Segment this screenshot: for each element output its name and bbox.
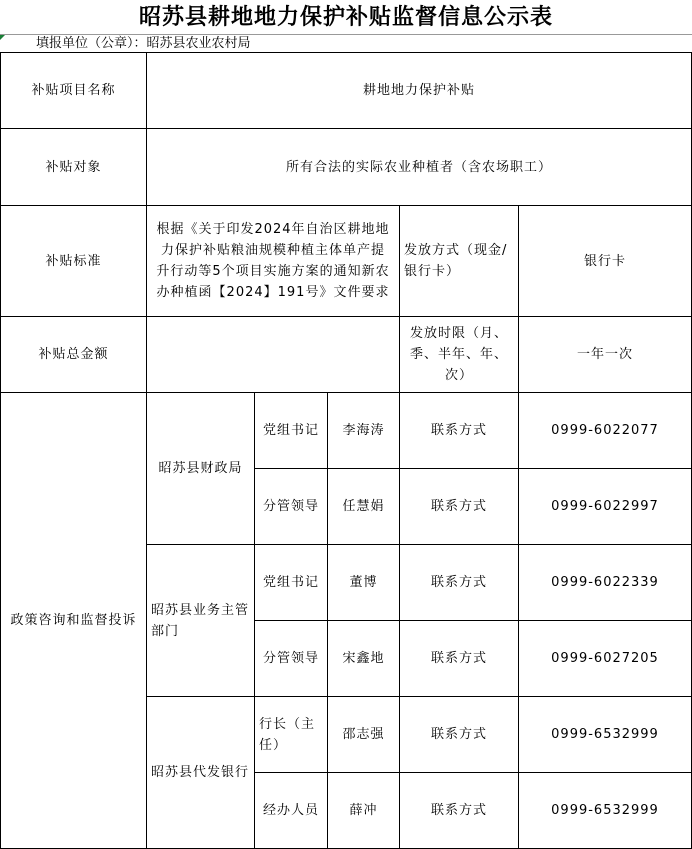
page-title: 昭苏县耕地地力保护补贴监督信息公示表 bbox=[138, 4, 553, 30]
standard-value: 根据《关于印发2024年自治区耕地地力保护补贴粮油规模种植主体单产提升行动等5个项目实施方案的通知新农办种植函【2024】191号》文件要求 bbox=[147, 206, 400, 317]
contact-label: 联系方式 bbox=[400, 697, 519, 773]
total-value bbox=[147, 317, 400, 393]
org-name: 昭苏县业务主管部门 bbox=[147, 545, 255, 697]
subsidy-table bbox=[0, 52, 692, 849]
person-name: 宋鑫地 bbox=[328, 621, 400, 697]
standard-label: 补贴标准 bbox=[1, 206, 147, 317]
role: 党组书记 bbox=[255, 545, 328, 621]
contact-label: 联系方式 bbox=[400, 393, 519, 469]
role: 党组书记 bbox=[255, 393, 328, 469]
role: 经办人员 bbox=[255, 773, 328, 849]
org-name: 昭苏县财政局 bbox=[147, 393, 255, 545]
person-name: 薛冲 bbox=[328, 773, 400, 849]
project-label: 补贴项目名称 bbox=[1, 53, 147, 129]
contact-label: 联系方式 bbox=[400, 545, 519, 621]
project-value: 耕地地力保护补贴 bbox=[147, 53, 692, 129]
target-label: 补贴对象 bbox=[1, 129, 147, 206]
phone-number: 0999-6022077 bbox=[519, 393, 692, 469]
contact-label: 联系方式 bbox=[400, 621, 519, 697]
contact-section-label: 政策咨询和监督投诉 bbox=[1, 393, 147, 849]
person-name: 任慧娟 bbox=[328, 469, 400, 545]
phone-number: 0999-6027205 bbox=[519, 621, 692, 697]
person-name: 李海涛 bbox=[328, 393, 400, 469]
table-row bbox=[1, 317, 692, 393]
period-value: 一年一次 bbox=[519, 317, 692, 393]
org-name: 昭苏县代发银行 bbox=[147, 697, 255, 849]
target-value: 所有合法的实际农业种植者（含农场职工） bbox=[147, 129, 692, 206]
phone-number: 0999-6022339 bbox=[519, 545, 692, 621]
filing-unit: 填报单位（公章）：昭苏县农业农村局 bbox=[36, 36, 251, 51]
cell-corner-marker bbox=[0, 35, 5, 40]
role: 行长（主任） bbox=[255, 697, 328, 773]
role: 分管领导 bbox=[255, 621, 328, 697]
phone-number: 0999-6022997 bbox=[519, 469, 692, 545]
table-row bbox=[1, 393, 692, 469]
person-name: 邵志强 bbox=[328, 697, 400, 773]
method-value: 银行卡 bbox=[519, 206, 692, 317]
table-row bbox=[1, 129, 692, 206]
unit-row bbox=[0, 34, 692, 54]
table-row bbox=[1, 53, 692, 129]
method-label: 发放方式（现金/银行卡） bbox=[400, 206, 519, 317]
total-label: 补贴总金额 bbox=[1, 317, 147, 393]
person-name: 董博 bbox=[328, 545, 400, 621]
contact-label: 联系方式 bbox=[400, 773, 519, 849]
table-row bbox=[1, 206, 692, 317]
phone-number: 0999-6532999 bbox=[519, 697, 692, 773]
contact-label: 联系方式 bbox=[400, 469, 519, 545]
period-label: 发放时限（月、季、半年、年、次） bbox=[400, 317, 519, 393]
role: 分管领导 bbox=[255, 469, 328, 545]
phone-number: 0999-6532999 bbox=[519, 773, 692, 849]
